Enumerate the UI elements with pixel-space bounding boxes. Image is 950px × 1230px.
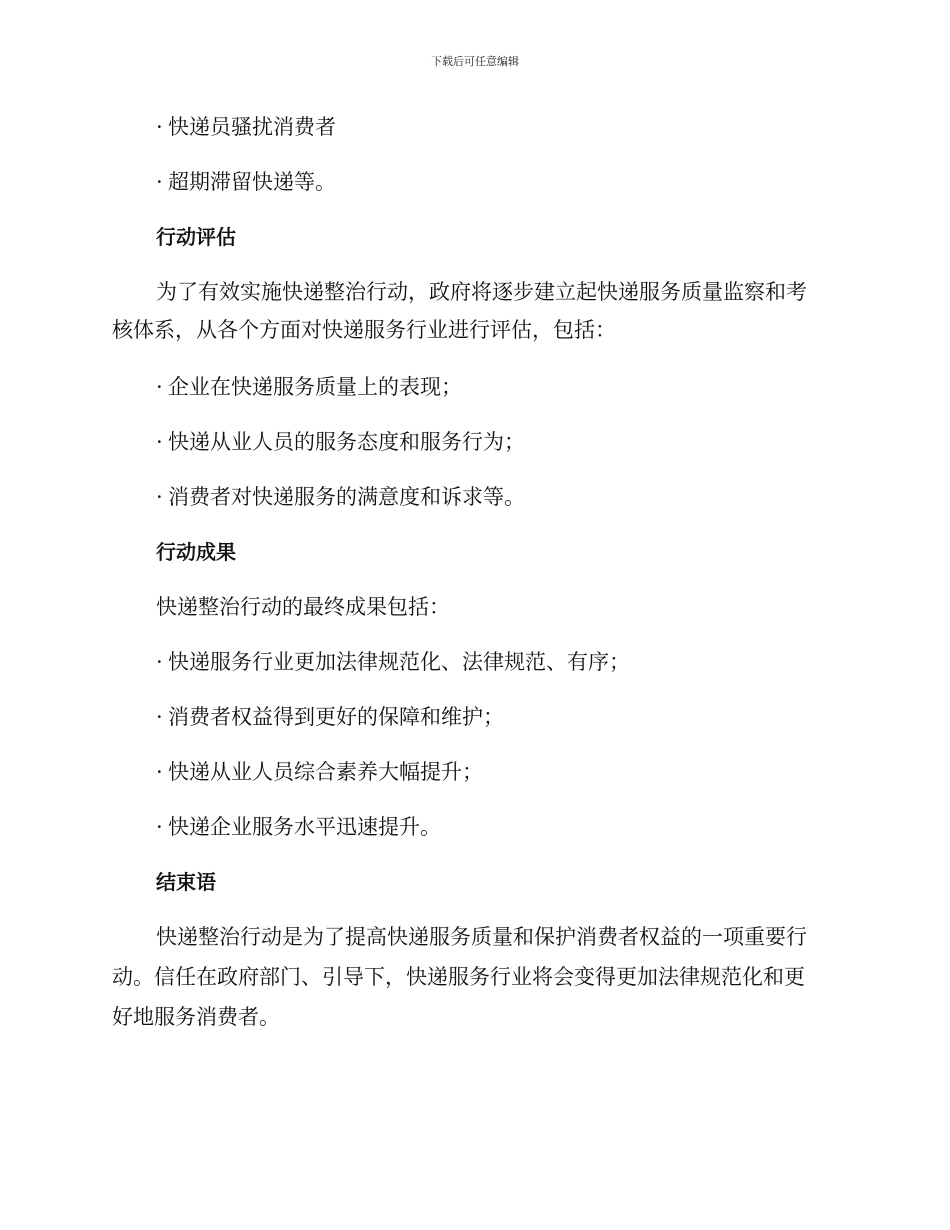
- bullet-dot: ·: [156, 485, 163, 509]
- bullet-dot: ·: [156, 760, 163, 784]
- bullet-text: 消费者权益得到更好的保障和维护；: [168, 705, 504, 729]
- section-heading-results: 行动成果: [156, 540, 236, 564]
- bullet-text: 超期滞留快递等。: [168, 170, 336, 194]
- bullet-dot: ·: [156, 815, 163, 839]
- bullet-text: 快递员骚扰消费者: [168, 115, 336, 139]
- bullet-item: [156, 757, 483, 787]
- bullet-item: [156, 112, 336, 142]
- bullet-text: 消费者对快递服务的满意度和诉求等。: [168, 485, 525, 509]
- bullet-text: 企业在快递服务质量上的表现；: [168, 375, 462, 399]
- bullet-item: [156, 167, 336, 197]
- bullet-item: [156, 812, 441, 842]
- bullet-text: 快递从业人员综合素养大幅提升；: [168, 760, 483, 784]
- bullet-dot: ·: [156, 430, 163, 454]
- bullet-item: [156, 372, 462, 402]
- bullet-text: 快递服务行业更加法律规范化、法律规范、有序；: [168, 650, 630, 674]
- bullet-item: [156, 647, 630, 677]
- bullet-item: [156, 482, 525, 512]
- paragraph-line: 快递整治行动是为了提高快递服务质量和保护消费者权益的一项重要行: [156, 925, 807, 949]
- bullet-text: 快递企业服务水平迅速提升。: [168, 815, 441, 839]
- paragraph-line: 核体系，从各个方面对快递服务行业进行评估，包括：: [112, 318, 616, 342]
- paragraph-line: 快递整治行动的最终成果包括：: [156, 595, 450, 619]
- paragraph-line: 好地服务消费者。: [112, 1005, 280, 1029]
- bullet-dot: ·: [156, 375, 163, 399]
- paragraph-line: 为了有效实施快递整治行动，政府将逐步建立起快递服务质量监察和考: [156, 280, 807, 304]
- bullet-dot: ·: [156, 650, 163, 674]
- section-heading-conclusion: 结束语: [156, 870, 216, 894]
- paragraph-line: 动。信任在政府部门、引导下，快递服务行业将会变得更加法律规范化和更: [112, 965, 805, 989]
- bullet-item: [156, 702, 504, 732]
- bullet-dot: ·: [156, 705, 163, 729]
- bullet-item: [156, 427, 525, 457]
- page-header-note: 下载后可任意编辑: [431, 55, 519, 68]
- bullet-text: 快递从业人员的服务态度和服务行为；: [168, 430, 525, 454]
- bullet-dot: ·: [156, 170, 163, 194]
- section-heading-evaluation: 行动评估: [156, 225, 236, 249]
- bullet-dot: ·: [156, 115, 163, 139]
